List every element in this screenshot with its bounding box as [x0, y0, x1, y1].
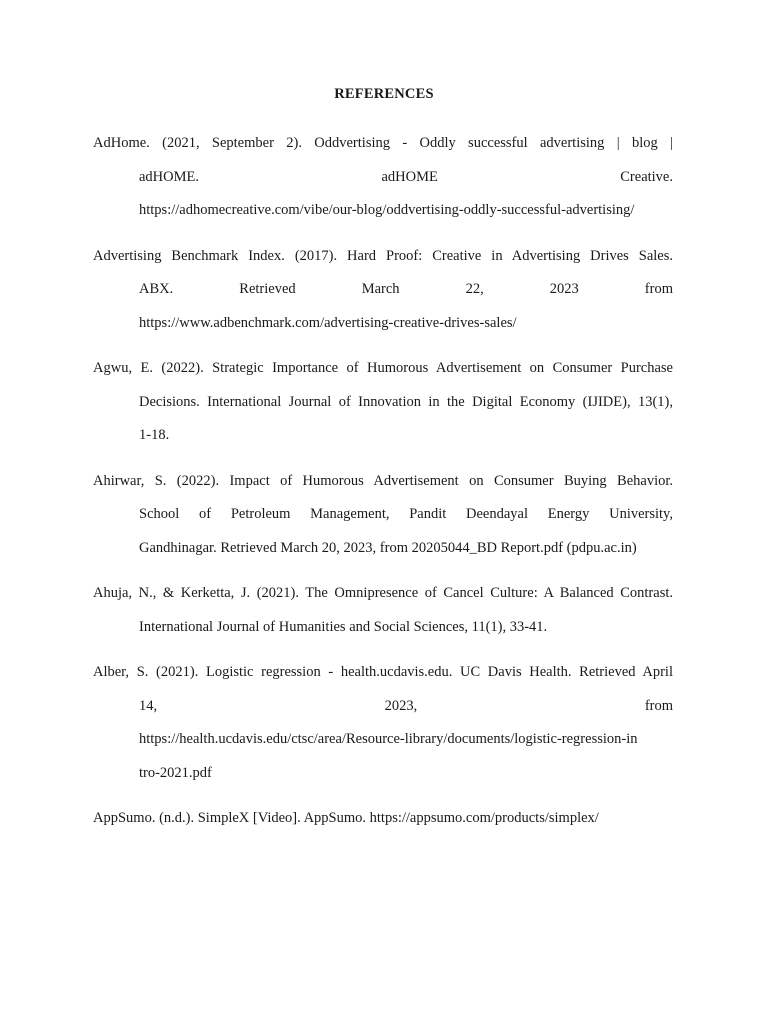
- reference-continuation-line: Decisions. International Journal of Innovation in the Digital Economy (IJIDE), 13(1),: [139, 393, 673, 410]
- reference-continuation-line: tro-2021.pdf: [139, 764, 212, 781]
- reference-continuation-line: ABX. Retrieved March 22, 2023 from: [139, 281, 673, 297]
- reference-continuation-line: 1-18.: [139, 427, 170, 443]
- reference-entry: [93, 240, 673, 341]
- reference-entry: [93, 802, 673, 836]
- reference-first-line: Alber, S. (2021). Logistic regression - health.ucdavis.edu. UC Davis Health. Retrieved April: [93, 664, 673, 680]
- reference-continuation-line: adHOME. adHOME Creative.: [139, 168, 673, 185]
- references-heading: REFERENCES: [334, 86, 434, 102]
- reference-first-line: Advertising Benchmark Index. (2017). Hard Proof: Creative in Advertising Drives Sales.: [93, 247, 673, 264]
- reference-continuation-line: Gandhinagar. Retrieved March 20, 2023, from 20205044_BD Report.pdf (pdpu.ac.in): [139, 539, 637, 556]
- reference-first-line: AppSumo. (n.d.). SimpleX [Video]. AppSumo. https://appsumo.com/products/simplex/: [93, 810, 599, 826]
- reference-continuation-line: International Journal of Humanities and Social Sciences, 11(1), 33-41.: [139, 618, 548, 635]
- reference-continuation-line: https://adhomecreative.com/vibe/our-blog/oddvertising-oddly-successful-advertising/: [139, 202, 635, 218]
- reference-entry: [93, 352, 673, 453]
- reference-list: [93, 127, 673, 848]
- reference-first-line: Ahirwar, S. (2022). Impact of Humorous Advertisement on Consumer Buying Behavior.: [93, 472, 673, 489]
- reference-continuation-line: https://www.adbenchmark.com/advertising-creative-drives-sales/: [139, 314, 517, 331]
- reference-first-line: Agwu, E. (2022). Strategic Importance of Humorous Advertisement on Consumer Purchase: [93, 360, 673, 376]
- reference-entry: [93, 656, 673, 790]
- reference-entry: [93, 577, 673, 644]
- reference-entry: [93, 465, 673, 566]
- reference-first-line: AdHome. (2021, September 2). Oddvertising - Oddly successful advertising | blog |: [93, 135, 673, 151]
- reference-entry: [93, 127, 673, 228]
- reference-continuation-line: 14, 2023, from: [139, 697, 673, 714]
- reference-continuation-line: https://health.ucdavis.edu/ctsc/area/Resource-library/documents/logistic-regression-in: [139, 731, 638, 747]
- reference-first-line: Ahuja, N., & Kerketta, J. (2021). The Omnipresence of Cancel Culture: A Balanced Contrast.: [93, 585, 673, 601]
- reference-continuation-line: School of Petroleum Management, Pandit Deendayal Energy University,: [139, 506, 673, 522]
